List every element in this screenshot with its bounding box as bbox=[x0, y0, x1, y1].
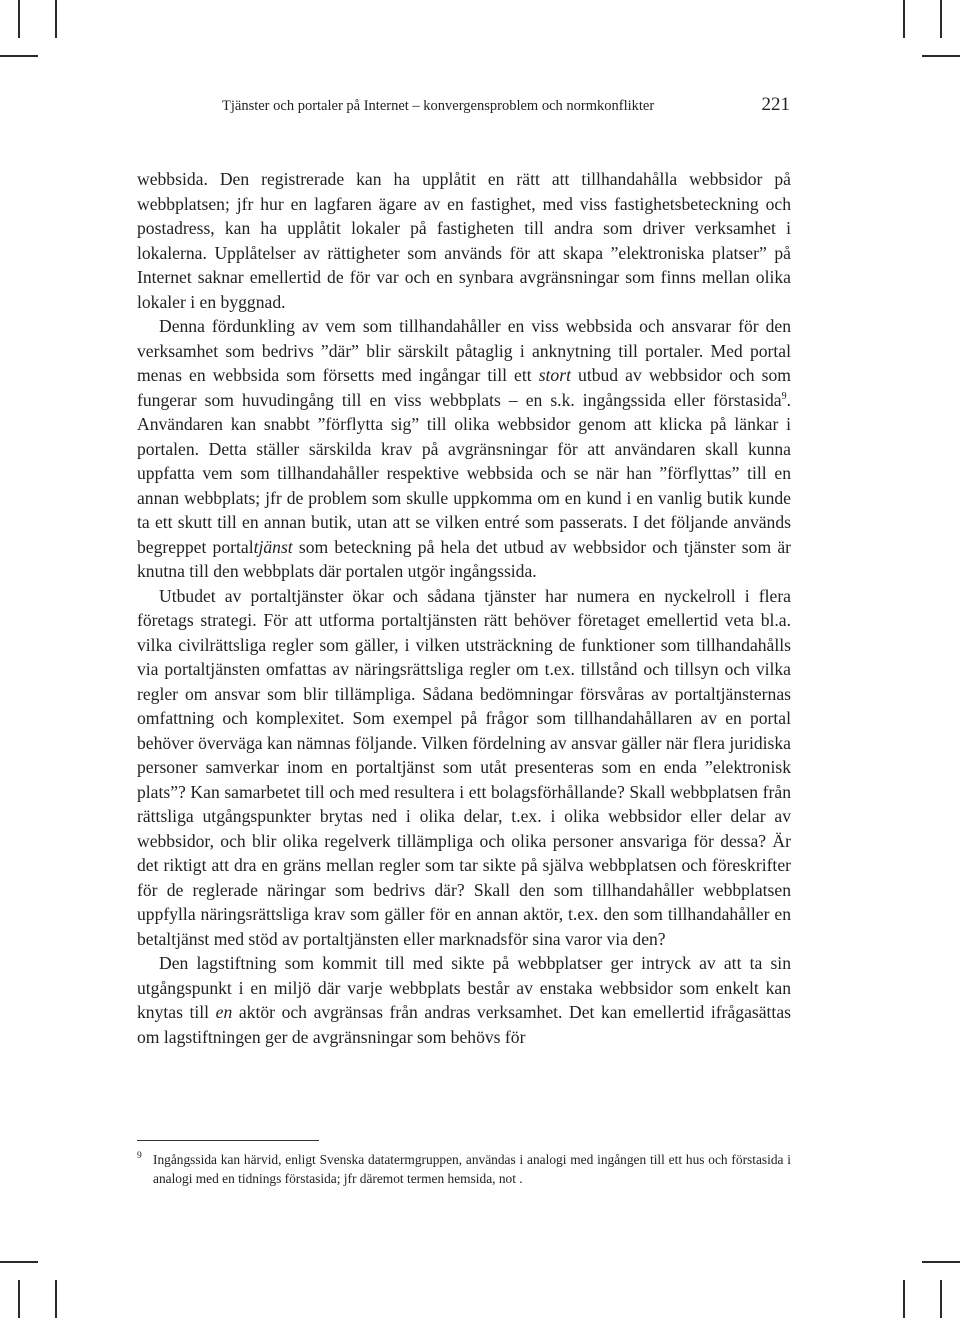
running-header-title: Tjänster och portaler på Internet – konvergensproblem och normkonflikter bbox=[222, 98, 655, 114]
paragraph-4-text-a: Den lagstiftning som kommit till med sikte på webbplatser ger intryck av att ta sin utgångspunkt i en miljö där varje webbplats består av enstaka webbsidor som enkelt kan knytas till bbox=[137, 953, 791, 1022]
footnote bbox=[137, 1150, 791, 1188]
paragraph-3-text: Utbudet av portaltjänster ökar och sådana tjänster har numera en nyckelroll i flera företags strategi. För att utforma portaltjänsten rätt behöver företaget emellertid veta bl.a. vilka civilrättsliga regler som gäller, i vilken utsträckning de funktioner som tillhandahålls via portaltjänsten omfattas av näringsrättsliga regler om t.ex. tillstånd och tillsyn och vilka regler om ansvar som blir tillämpliga. Sådana bedömningar försvåras av portaltjänsternas omfattning och komplexitet. Som exempel på frågor som tillhandahållaren av en portal behöver överväga kan nämnas följande. Vilken fördelning av ansvar gäller när flera juridiska personer samverkar inom en portaltjänst som utåt presenteras som en enda ”elektronisk plats”? Kan samarbetet till och med resultera i ett bolagsförhållande? Skall webbplatsen från rättsliga utgångspunkter brytas ned i olika delar, t.ex. i olika webbsidor eller delar av webbsidor, och blir olika regelverk tillämpliga och olika personer ansvariga för dessa? Är det riktigt att dra en gräns mellan regler som tar sikte på själva webbplatsen och föreskrifter för de reglerade näringar som bedrivs där? Skall den som tillhandahåller webbplatsen uppfylla näringsrättsliga krav som gäller för en annan aktör, t.ex. den som tillhandahåller en betaltjänst med stöd av portaltjänsten eller marknadsför sina varor via den? bbox=[137, 585, 791, 949]
crop-mark-bottom-left-vertical-inner bbox=[55, 1280, 57, 1318]
crop-mark-bottom-right-vertical-inner bbox=[940, 1280, 942, 1318]
crop-mark-top-right-vertical bbox=[903, 0, 905, 38]
paragraph-2-text-d: som beteckning på hela det utbud av webbsidor och tjänster som är knutna till den webbplats där portalen utgör ingångssida. bbox=[137, 536, 791, 581]
footnote-text: Ingångssida kan härvid, enligt Svenska datatermgruppen, användas i analogi med ingången till ett hus och förstasida i analogi med en tidnings förstasida; jfr däremot termen hemsida, not . bbox=[153, 1152, 791, 1186]
crop-mark-bottom-left-horizontal bbox=[0, 1261, 38, 1263]
paragraph-1-text: webbsida. Den registrerade kan ha upplåtit en rätt att tillhandahålla webbsidor på webbplatsen; jfr hur en lagfaren ägare av en fastighet, med viss fastighetsbeteckning och postadress, kan ha upplåtit lokaler på fastigheten till andra som driver verksamhet i lokalerna. Upplåtelser av rättigheter som används för att skapa ”elektroniska platser” på Internet saknar emellertid de för var och en synbara avgränsningar som finns mellan olika lokaler i en byggnad. bbox=[137, 169, 791, 312]
emphasis-tjanst: tjänst bbox=[253, 536, 293, 557]
paragraph-2-text-b: utbud av webbsidor och som fungerar som huvudingång till en viss webbplats – en s.k. ingångssida eller förstasida bbox=[137, 365, 791, 410]
footnote-separator bbox=[137, 1140, 319, 1141]
footnote-reference[interactable]: 9 bbox=[781, 390, 787, 402]
crop-mark-top-right-vertical-inner bbox=[940, 0, 942, 38]
crop-mark-top-left-horizontal bbox=[0, 55, 38, 57]
crop-mark-bottom-right-vertical bbox=[903, 1280, 905, 1318]
emphasis-en: en bbox=[215, 1002, 233, 1022]
paragraph-4 bbox=[137, 951, 791, 1049]
body-text bbox=[137, 167, 791, 1049]
crop-mark-top-right-horizontal bbox=[922, 55, 960, 57]
paragraph-2 bbox=[137, 314, 791, 584]
page-number: 221 bbox=[761, 94, 790, 115]
paragraph-2-text-c: . Användaren kan snabbt ”förflytta sig” till olika webbsidor genom att klicka på länkar i portalen. Detta ställer särskilda krav på avgränsningar för att användaren skall kunna uppfatta vem som tillhandahåller respektive webbsida och se när han ”förflyttas” till en annan webbplats; jfr de problem som skulle uppkomma om en kund i en vanlig butik kunde ta ett skutt till en annan butik, utan att se vilken entré som passerats. I det följande används begreppet portal bbox=[137, 389, 791, 557]
running-header bbox=[222, 93, 790, 119]
footnote-number: 9 bbox=[137, 1151, 142, 1161]
paragraph-3 bbox=[137, 584, 791, 952]
paragraph-1 bbox=[137, 167, 791, 314]
paragraph-4-text-b: aktör och avgränsas från andras verksamhet. Det kan emellertid ifrågasättas om lagstiftningen ger de avgränsningar som behövs för bbox=[137, 1002, 791, 1047]
crop-mark-bottom-right-horizontal bbox=[922, 1261, 960, 1263]
paragraph-2-text-a: Denna fördunkling av vem som tillhandahåller en viss webbsida och ansvarar för den verksamhet som bedrivs ”där” blir särskilt påtaglig i anknytning till portaler. Med portal menas en webbsida som försetts med ingångar till ett bbox=[137, 316, 791, 385]
emphasis-stort: stort bbox=[538, 365, 571, 385]
crop-mark-top-left-vertical-inner bbox=[55, 0, 57, 38]
crop-mark-bottom-left-vertical bbox=[18, 1280, 20, 1318]
crop-mark-top-left-vertical bbox=[18, 0, 20, 38]
